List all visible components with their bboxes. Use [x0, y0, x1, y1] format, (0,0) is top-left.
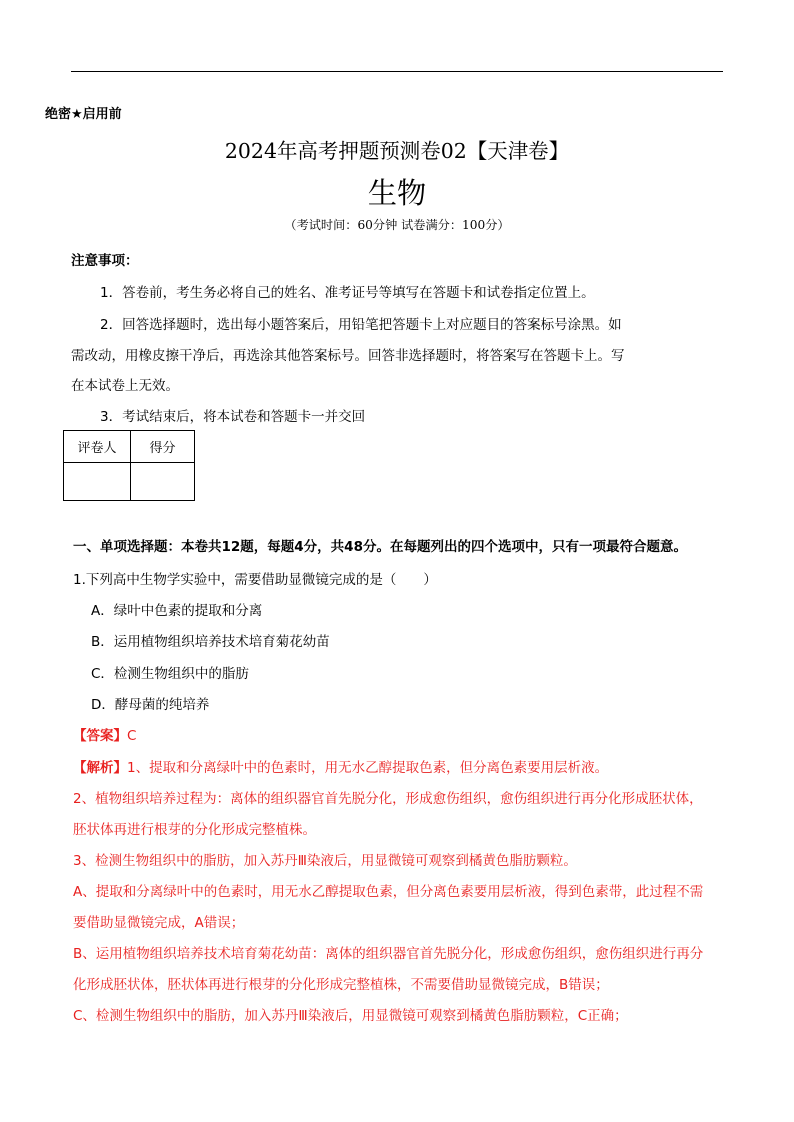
note-item-3: 3．考试结束后，将本试卷和答题卡一并交回	[100, 409, 366, 425]
section-1-heading: 一、单项选择题：本卷共12题，每题4分，共48分。在每题列出的四个选项中，只有一项最符合题意。	[73, 539, 687, 555]
note-item-1: 1．答卷前，考生务必将自己的姓名、准考证号等填写在答题卡和试卷指定位置上。	[100, 285, 595, 301]
analysis-line-5: A、提取和分离绿叶中的色素时，用无水乙醇提取色素，但分离色素要用层析液，得到色素带，此过程不需	[73, 884, 704, 900]
analysis-text-1: 1、提取和分离绿叶中的色素时，用无水乙醇提取色素，但分离色素要用层析液。	[127, 760, 609, 776]
analysis-line-4: 3、检测生物组织中的脂肪，加入苏丹Ⅲ染液后，用显微镜可观察到橘黄色脂肪颗粒。	[73, 853, 577, 869]
score-table-cell-score[interactable]	[131, 463, 195, 501]
analysis-line-9: C、检测生物组织中的脂肪，加入苏丹Ⅲ染液后，用显微镜可观察到橘黄色脂肪颗粒，C正确；	[73, 1008, 628, 1024]
notes-heading: 注意事项：	[71, 253, 139, 269]
analysis-line-1	[73, 756, 608, 776]
note-item-2-line-3: 在本试卷上无效。	[71, 378, 179, 394]
confidential-label: 绝密★启用前	[45, 107, 122, 122]
score-table	[63, 430, 195, 501]
exam-info: （考试时间：60分钟 试卷满分：100分）	[284, 218, 510, 232]
analysis-line-6: 要借助显微镜完成，A错误；	[73, 915, 245, 931]
score-table-header-grader: 评卷人	[64, 431, 131, 463]
answer-value: C	[127, 728, 137, 744]
question-1-option-d: D．酵母菌的纯培养	[91, 697, 210, 713]
subject-title: 生物	[367, 176, 427, 210]
question-1-option-b: B．运用植物组织培养技术培育菊花幼苗	[91, 634, 330, 650]
note-item-2-line-2: 需改动，用橡皮擦干净后，再选涂其他答案标号。回答非选择题时，将答案写在答题卡上。写	[71, 348, 625, 364]
analysis-line-2: 2、植物组织培养过程为：离体的组织器官首先脱分化，形成愈伤组织，愈伤组织进行再分化形成胚状体，	[73, 791, 703, 807]
analysis-line-8: 化形成胚状体，胚状体再进行根芽的分化形成完整植株，不需要借助显微镜完成，B错误；	[73, 977, 609, 993]
score-table-header-score: 得分	[131, 431, 195, 463]
score-table-cell-grader[interactable]	[64, 463, 131, 501]
question-1-stem: 1.下列高中生物学实验中，需要借助显微镜完成的是（ ）	[73, 572, 437, 588]
question-1-option-c: C．检测生物组织中的脂肪	[91, 666, 249, 682]
analysis-label: 【解析】	[73, 760, 127, 776]
answer-line	[73, 724, 136, 744]
analysis-line-7: B、运用植物组织培养技术培育菊花幼苗：离体的组织器官首先脱分化，形成愈伤组织，愈伤组织进行再分	[73, 946, 704, 962]
exam-title: 2024年高考押题预测卷02【天津卷】	[224, 139, 570, 163]
answer-label: 【答案】	[73, 728, 127, 744]
analysis-line-3: 胚状体再进行根芽的分化形成完整植株。	[73, 822, 316, 838]
note-item-2-line-1: 2．回答选择题时，选出每小题答案后，用铅笔把答题卡上对应题目的答案标号涂黑。如	[100, 317, 622, 333]
top-rule	[71, 71, 723, 72]
question-1-option-a: A．绿叶中色素的提取和分离	[91, 603, 263, 619]
